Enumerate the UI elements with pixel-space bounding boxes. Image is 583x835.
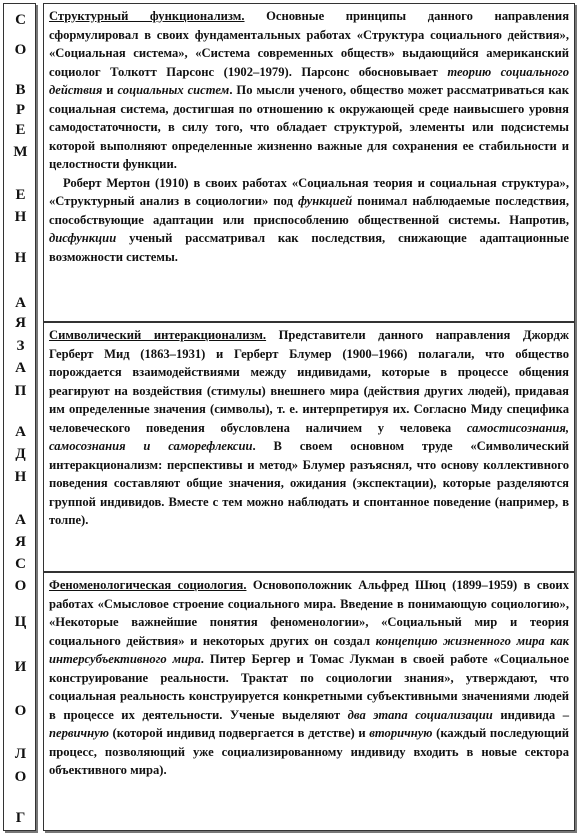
sidebar-letter: О [14,703,27,719]
sidebar-letter: А [15,424,26,440]
sidebar-letter: Г [15,810,26,826]
person-name: Роберт Мертон [63,175,151,190]
sidebar-letter: Н [14,250,27,266]
paragraph-mead-blumer: Символический интеракционализм. Представители данного направления Джордж Герберт Мид (1863–1931) и Герберт Блумер (1900–1966) полагали, что общество порождается взаимодействиями между индивидами, которые в процессе общения реагируют на воздействия (стимулы) внешнего мира (действия других людей), придавая им определенные значения (символы), т. е. интерпретируя их. Согласно Миду специфика человеческого поведения обусловлена наличием у человека самостисознания, самосознания и саморефлексии. В своем основном труде «Символический интеракционализм: перспективы и метод» Блумер разъяснял, что основу коллективного поведения составляют общие значения, ожидания (экспектации), которые разделяются группой индивидов. Вместе с тем можно наблюдать и спонтанное поведение (например, в толпе). [49,328,569,527]
paragraph-schutz: Феноменологическая социология. Основоположник Альфред Шюц (1899–1959) в своих работах «Смысловое строение социального мира. Введение в понимающую социологию», «Некоторые важнейшие понятия феноменологии», «Социальный мир и теория социального действия» и некоторых других он создал концепцию жизненного мира как интерсубъективного мира. Питер Бергер и Томас Лукман в своей работе «Социальное конструирование реальности. Трактат по социологии знания», утверждают, что социальная реальность конструируется конкретными субъективными значениями людей в процессе их деятельности. Ученые выделяют два этапа социализации индивида – первичную (которой индивид подвергается в детстве) и вторичную (каждый последующий процесс, позволяющий уже социализированному индивиду входить в новые сектора объективного мира). [49,578,570,777]
sidebar-letter: А [15,512,26,528]
sidebar-letter: Н [14,209,27,225]
sidebar-letter: О [14,42,27,58]
sidebar-letter: А [15,295,26,311]
sidebar-letter: Л [14,746,27,762]
sidebar-letter: О [14,578,27,594]
sidebar-letter: М [13,144,28,160]
person-name: Альфред Шюц [358,578,446,592]
section-heading: Феноменологическая социология. [49,578,247,592]
panel-phenomenological-sociology [43,572,575,831]
paragraph-merton: Роберт Мертон (1910) в своих работах «Социальная теория и социальная структура», «Структурный анализ в социологии» под функцией понимал наблюдаемые последствия, способствующие адаптации или приспособлению общественной системы. Напротив, дисфункции ученый рассматривал как последствия, снижающие адаптационные возможности системы. [49,175,569,264]
person-name: Герберт Блумер [234,346,332,361]
sidebar-letter: Я [15,534,26,550]
person-name: Толкотт Парсонс [110,64,215,79]
sidebar-letter: А [15,360,26,376]
sidebar-letter: С [15,12,26,28]
person-name: Питер Бергер [209,652,291,666]
person-name: Томас Лукман [309,652,395,666]
sidebar-letter: О [14,769,27,785]
sidebar-letter: Я [15,315,26,331]
sidebar-letter: Н [14,469,27,485]
sidebar-letter: Р [15,102,26,118]
sidebar-letter: И [14,659,27,675]
section-heading: Структурный функционализм. [49,9,245,23]
panel-structural-functionalism [43,3,575,322]
panel-symbolic-interactionism [43,322,575,572]
sidebar-letter: В [15,82,26,98]
sidebar-letter: З [16,338,25,354]
sidebar-letter: Д [15,446,26,462]
sidebar-letter: Е [15,122,26,138]
sidebar-letter: П [14,383,27,399]
paragraph-parsons: Структурный функционализм. Основные принципы данного направления сформулировал в своих фундаментальных работах «Структура социального действия», «Социальная система», «Система современных обществ» выдающийся американский социолог Толкотт Парсонс (1902–1979). Парсонс обосновывает теорию социального действия и социальных систем. По мысли ученого, общество может рассматриваться как социальная система, достигшая по отношению к окружающей среде наивысшего уровня самодостаточности, в силу того, что обладает структурой, элементы или подсистемы которой выполняют определенные жизненно важные для сохранения ее стабильности и целостности функции. [49,9,570,171]
section-heading: Символический интеракционализм. [49,328,267,342]
sidebar-letter: С [15,556,26,572]
sidebar-vertical-title [3,3,36,831]
sidebar-letter: Е [15,187,26,203]
sidebar-letter: Ц [14,614,27,630]
person-name: Джордж Герберт Мид [49,328,569,361]
